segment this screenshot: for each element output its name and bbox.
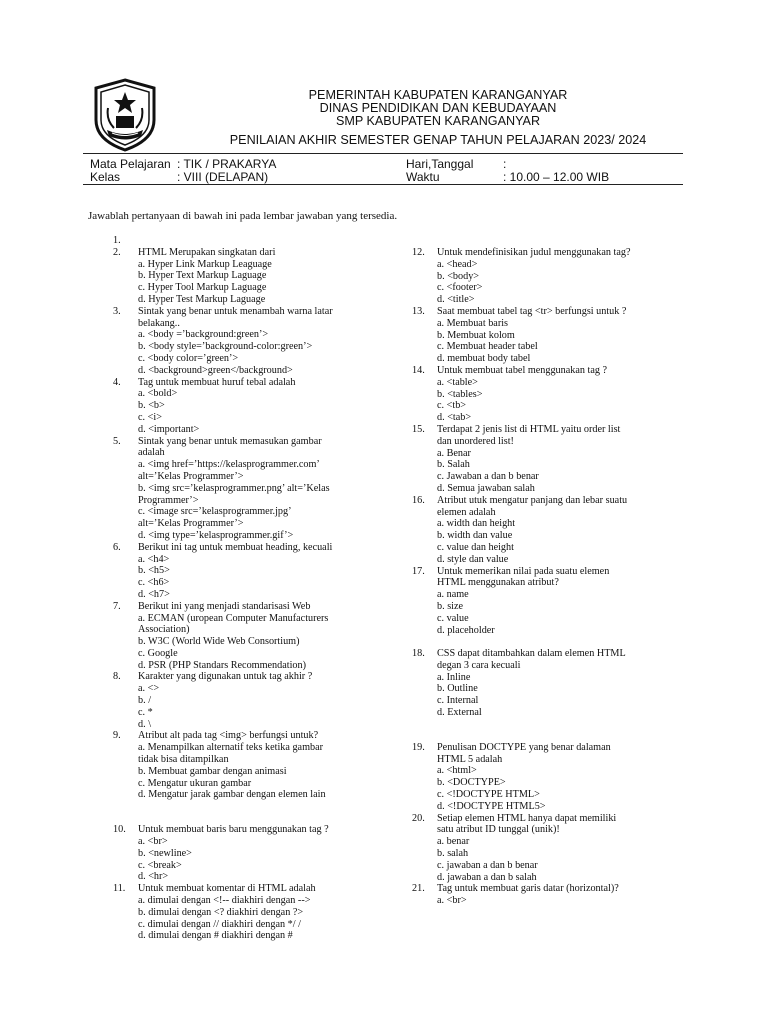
answer-option: a. Menampilkan alternatif teks ketika gambar [138, 742, 324, 754]
answer-option: a. <head> [437, 258, 478, 270]
answer-option: a. <table> [437, 376, 478, 388]
answer-option: c. dimulai dengan // diakhiri dengan */ / [138, 918, 301, 930]
question-item [113, 306, 403, 377]
class-value: : VIII (DELAPAN) [177, 170, 269, 184]
answer-option: a. <body =’background:green’> [138, 329, 269, 341]
answer-option: b. <newline> [138, 847, 192, 859]
answer-option: b. Hyper Text Markup Laguage [138, 270, 267, 282]
answer-option: alt=’Kelas Programmer’> [138, 470, 244, 482]
answer-option: b. <h5> [138, 565, 170, 577]
answer-option: d. Mengatur jarak gambar dengan elemen lain [138, 789, 326, 801]
questions-left-column [113, 235, 403, 942]
answer-option: d. PSR (PHP Standars Recommendation) [138, 659, 306, 671]
question-item [113, 671, 403, 730]
question-text: dan unordered list! [437, 435, 514, 447]
answer-option: d. <h7> [138, 588, 170, 600]
answer-option: a. <h4> [138, 553, 170, 565]
question-item [412, 365, 702, 424]
answer-option: b. Salah [437, 459, 470, 471]
question-item [113, 542, 403, 601]
answer-option: a. ECMAN (uropean Computer Manufacturers [138, 612, 329, 624]
question-item [113, 601, 403, 672]
answer-option: d. <important> [138, 423, 200, 435]
answer-option: a. width dan height [437, 518, 516, 530]
answer-option: b. Membuat kolom [437, 329, 515, 341]
question-text: Setiap elemen HTML hanya dapat memiliki [437, 812, 617, 824]
answer-option: a. benar [437, 836, 470, 848]
answer-option: alt=’Kelas Programmer’> [138, 518, 244, 530]
question-text: belakang.. [138, 317, 180, 329]
question-text: Berikut ini tag untuk membuat heading, kecuali [138, 541, 333, 553]
question-text: satu atribut ID tunggal (unik)! [437, 824, 560, 836]
question-item [412, 566, 702, 637]
answer-option: a. <br> [138, 836, 168, 848]
question-item [113, 247, 403, 306]
answer-option: d. jawaban a dan b salah [437, 871, 537, 883]
question-number: 8. [113, 671, 121, 683]
answer-option: c. Google [138, 647, 178, 659]
answer-option: b. width dan value [437, 530, 513, 542]
class-label: Kelas [90, 170, 121, 184]
question-text: HTML menggunakan atribut? [437, 577, 559, 589]
question-text: Tag untuk membuat garis datar (horizontal)? [437, 883, 619, 895]
question-text: elemen adalah [437, 506, 496, 518]
answer-option: d. External [437, 707, 482, 719]
answer-option: d. membuat body tabel [437, 353, 531, 365]
question-item [113, 235, 403, 247]
header-line-government: PEMERINTAH KABUPATEN KARANGANYAR [308, 88, 568, 102]
question-item [412, 813, 702, 884]
header-divider-bottom [83, 184, 683, 185]
question-text: Penulisan DOCTYPE yang benar dalaman [437, 741, 611, 753]
answer-option: d. Hyper Test Markup Laguage [138, 293, 266, 305]
answer-option: c. value [437, 612, 469, 624]
question-number: 18. [412, 648, 425, 660]
question-item [113, 436, 403, 542]
answer-option: d. placeholder [437, 624, 495, 636]
question-item [113, 730, 403, 801]
answer-option: c. Membuat header tabel [437, 341, 538, 353]
answer-option: a. <br> [437, 895, 467, 907]
question-number: 3. [113, 305, 121, 317]
answer-option: b. Outline [437, 683, 478, 695]
question-item [113, 883, 403, 942]
question-number: 5. [113, 435, 121, 447]
question-item [113, 824, 403, 883]
question-text: degan 3 cara kecuali [437, 659, 521, 671]
question-number: 2. [113, 246, 121, 258]
answer-option: d. <background>green</background> [138, 364, 293, 376]
question-number: 19. [412, 741, 425, 753]
instruction-text: Jawablah pertanyaan di bawah ini pada lembar jawaban yang tersedia. [88, 210, 398, 222]
answer-option: d. <!DOCTYPE HTML5> [437, 800, 546, 812]
question-number: 13. [412, 305, 425, 317]
answer-option: d. <hr> [138, 871, 169, 883]
answer-option: c. <break> [138, 859, 182, 871]
answer-option: b. W3C (World Wide Web Consortium) [138, 636, 300, 648]
answer-option: a. Benar [437, 447, 471, 459]
question-number: 16. [412, 494, 425, 506]
answer-option: d. \ [138, 718, 152, 730]
answer-option: c. <body color=’green’> [138, 352, 239, 364]
question-number: 4. [113, 376, 121, 388]
header-line-department: DINAS PENDIDIKAN DAN KEBUDAYAAN [319, 101, 557, 115]
answer-option: a. dimulai dengan <!-- diakhiri dengan --> [138, 895, 311, 907]
question-item [412, 883, 702, 907]
question-number: 20. [412, 812, 425, 824]
answer-option: b. Membuat gambar dengan animasi [138, 765, 287, 777]
answer-option: b. dimulai dengan <? diakhiri dengan ?> [138, 906, 304, 918]
exam-title: PENILAIAN AKHIR SEMESTER GENAP TAHUN PELAJARAN 2023/ 2024 [229, 133, 647, 147]
answer-option: c. <!DOCTYPE HTML> [437, 789, 540, 801]
question-number: 10. [113, 824, 126, 836]
question-text: Atribut utuk mengatur panjang dan lebar suatu [437, 494, 628, 506]
answer-option: a. <html> [437, 765, 477, 777]
answer-option: a. Inline [437, 671, 471, 683]
answer-option: tidak bisa ditampilkan [138, 754, 229, 766]
answer-option: c. Mengatur ukuran gambar [138, 777, 252, 789]
question-text: Tag untuk membuat huruf tebal adalah [138, 376, 296, 388]
question-number: 9. [113, 730, 121, 742]
question-item [412, 424, 702, 495]
question-item [412, 742, 702, 813]
day-date-label: Hari,Tanggal [406, 157, 474, 171]
header-line-school: SMP KABUPATEN KARANGANYAR [335, 114, 541, 128]
question-number: 11. [113, 883, 126, 895]
question-number: 14. [412, 364, 425, 376]
answer-option: a. <> [138, 683, 160, 695]
question-number: 12. [412, 247, 425, 258]
questions-right-column [412, 247, 702, 907]
answer-option: c. Hyper Tool Markup Laguage [138, 282, 267, 294]
answer-option: c. <tb> [437, 400, 467, 412]
question-item [412, 247, 702, 306]
answer-option: c. <h6> [138, 577, 170, 589]
question-text: adalah [138, 447, 165, 459]
answer-option: c. <image src=’kelasprogrammer.jpg’ [138, 506, 292, 518]
subject-label: Mata Pelajaran [90, 157, 171, 171]
answer-option: a. name [437, 589, 469, 601]
question-item [412, 495, 702, 566]
answer-option: d. <title> [437, 294, 475, 306]
answer-option: d. <img type=’kelasprogrammer.gif’> [138, 529, 294, 541]
answer-option: c. Jawaban a dan b benar [437, 471, 539, 483]
question-text: CSS dapat ditambahkan dalam elemen HTML [437, 648, 626, 660]
question-text: Untuk membuat tabel menggunakan tag ? [437, 364, 608, 376]
question-item [113, 377, 403, 436]
answer-option: b. <body style=’background-color:green’> [138, 341, 313, 353]
question-text: HTML Merupakan singkatan dari [138, 246, 276, 258]
question-text: Untuk memerikan nilai pada suatu elemen [437, 565, 610, 577]
answer-option: a. Membuat baris [437, 317, 509, 329]
question-text: Berikut ini yang menjadi standarisasi Web [138, 600, 311, 612]
question-number: 7. [113, 600, 121, 612]
question-text: Saat membuat tabel tag <tr> berfungsi untuk ? [437, 305, 627, 317]
answer-option: d. Semua jawaban salah [437, 482, 535, 494]
question-number: 17. [412, 565, 425, 577]
answer-option: a. <bold> [138, 388, 178, 400]
question-text: Atribut alt pada tag <img> berfungsi untuk? [138, 730, 319, 742]
answer-option: c. <i> [138, 411, 162, 423]
subject-value: : TIK / PRAKARYA [177, 157, 277, 171]
answer-option: b. <DOCTYPE> [437, 777, 506, 789]
answer-option: c. jawaban a dan b benar [437, 859, 538, 871]
day-date-value: : [503, 157, 507, 171]
answer-option: c. * [138, 706, 153, 718]
answer-option: c. <footer> [437, 282, 483, 294]
question-item [412, 648, 702, 719]
answer-option: b. <img src=’kelasprogrammer.png’ alt=’Kelas [138, 482, 330, 494]
question-number: 21. [412, 883, 425, 895]
answer-option: d. style dan value [437, 553, 509, 565]
question-item [412, 306, 702, 365]
question-text: Untuk membuat baris baru menggunakan tag ? [138, 824, 329, 836]
question-text: Sintak yang benar untuk menambah warna latar [138, 305, 333, 317]
answer-option: a. <img href=’https://kelasprogrammer.com’ [138, 459, 320, 471]
answer-option: d. <tab> [437, 412, 472, 424]
answer-option: Association) [138, 624, 190, 636]
question-text: Untuk membuat komentar di HTML adalah [138, 883, 316, 895]
question-number: 1. [113, 235, 121, 246]
answer-option: b. <body> [437, 270, 480, 282]
question-text: Terdapat 2 jenis list di HTML yaitu order list [437, 423, 621, 435]
question-text: Untuk mendefinisikan judul menggunakan tag? [437, 247, 631, 258]
time-label: Waktu [406, 170, 440, 184]
answer-option: b. <b> [138, 400, 165, 412]
question-number: 15. [412, 423, 425, 435]
answer-option: b. <tables> [437, 388, 483, 400]
answer-option: Programmer’> [138, 494, 199, 506]
question-text: Karakter yang digunakan untuk tag akhir ? [138, 671, 313, 683]
header-divider-top [83, 153, 683, 154]
time-value: : 10.00 – 12.00 WIB [503, 170, 610, 184]
answer-option: b. size [437, 600, 464, 612]
answer-option: b. / [138, 695, 152, 707]
answer-option: a. Hyper Link Markup Leaguage [138, 258, 272, 270]
answer-option: c. Internal [437, 695, 479, 707]
question-text: Sintak yang benar untuk memasukan gambar [138, 435, 322, 447]
answer-option: c. value dan height [437, 541, 514, 553]
question-number: 6. [113, 541, 121, 553]
question-text: HTML 5 adalah [437, 753, 503, 765]
answer-option: d. dimulai dengan # diakhiri dengan # [138, 930, 293, 942]
answer-option: b. salah [437, 848, 469, 860]
